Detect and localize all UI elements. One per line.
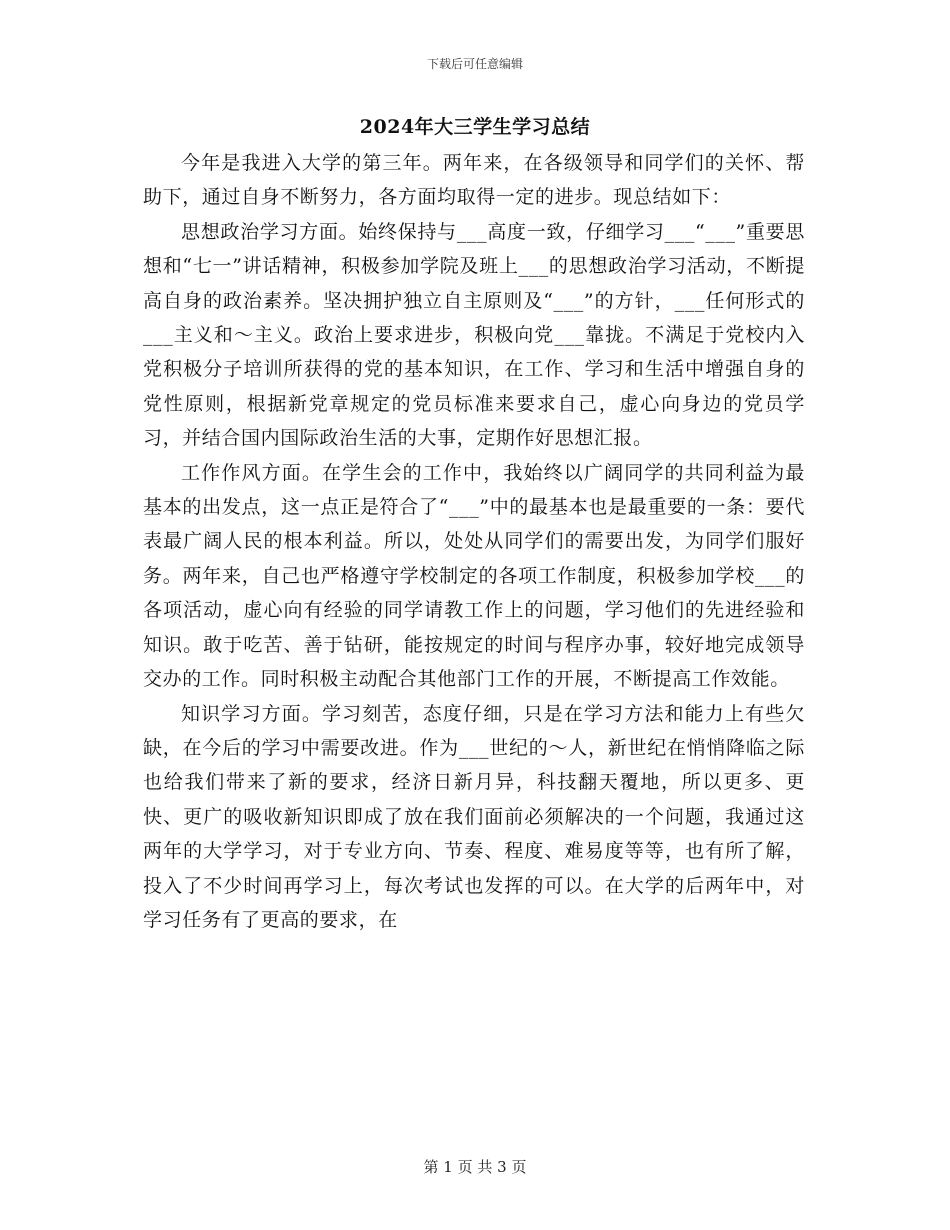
paragraph-work-style: 工作作风方面。在学生会的工作中，我始终以广阔同学的共同利益为最基本的出发点，这一点正是符合了“___”中的最基本也是最重要的一条：要代表最广阔人民的根本利益。所以，处处从同学们的需要出发，为同学们服好务。两年来，自己也严格遵守学校制定的各项工作制度，积极参加学校___的各项活动，虚心向有经验的同学请教工作上的问题，学习他们的先进经验和知识。敢于吃苦、善于钻研，能按规定的时间与程序办事，较好地完成领导交办的工作。同时积极主动配合其他部门工作的开展，不断提高工作效能。	[143, 461, 805, 691]
paragraph-political-study: 思想政治学习方面。始终保持与___高度一致，仔细学习___“___”重要思想和“七一”讲话精神，积极参加学院及班上___的思想政治学习活动，不断提高自身的政治素养。坚决拥护独立自主原则及“___”的方针，___任何形式的___主义和～主义。政治上要求进步，积极向党___靠拢。不满足于党校内入党积极分子培训所获得的党的基本知识，在工作、学习和生活中增强自身的党性原则，根据新党章规定的党员标准来要求自己，虚心向身边的党员学习，并结合国内国际政治生活的大事，定期作好思想汇报。	[143, 220, 805, 450]
document-title: 2024年大三学生学习总结	[359, 116, 591, 138]
document-body	[143, 146, 805, 937]
paragraph-intro: 今年是我进入大学的第三年。两年来，在各级领导和同学们的关怀、帮助下，通过自身不断努力，各方面均取得一定的进步。现总结如下：	[143, 152, 805, 209]
paragraph-knowledge-study: 知识学习方面。学习刻苦，态度仔细，只是在学习方法和能力上有些欠缺，在今后的学习中需要改进。作为___世纪的～人，新世纪在悄悄降临之际也给我们带来了新的要求，经济日新月异，科技翻天覆地，所以更多、更快、更广的吸收新知识即成了放在我们面前必须解决的一个问题，我通过这两年的大学学习，对于专业方向、节奏、程度、难易度等等，也有所了解，投入了不少时间再学习上，每次考试也发挥的可以。在大学的后两年中，对学习任务有了更高的要求，在	[143, 702, 805, 931]
page-number: 第 1 页 共 3 页	[423, 1158, 527, 1176]
page-header-note: 下载后可任意编辑	[426, 57, 523, 71]
